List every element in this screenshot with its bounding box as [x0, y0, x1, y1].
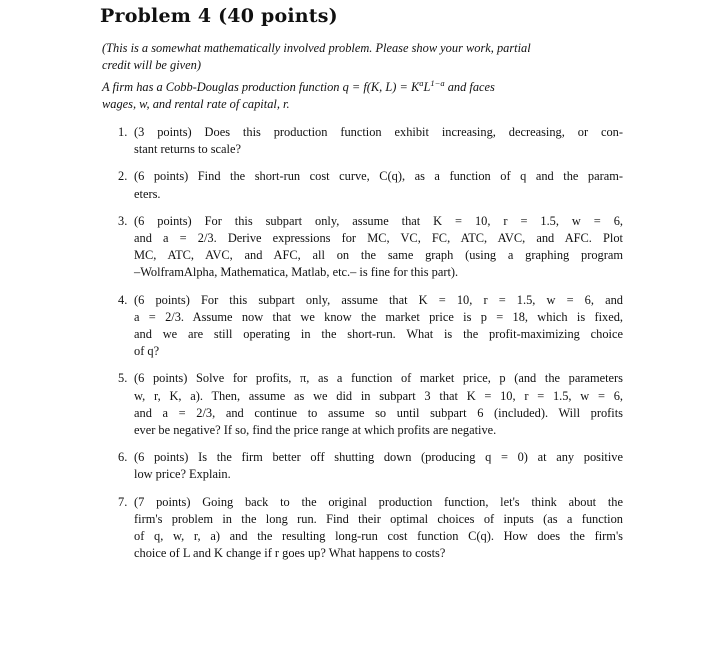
subpart-text-line: and we are still operating in the short-run. What is the profit-maximizing choice [134, 327, 623, 342]
subpart-text-line: of q? [134, 344, 160, 359]
subpart-text-line: and a = 2/3. Derive expressions for MC, VC, FC, ATC, AVC, and AFC. Plot [134, 231, 623, 246]
subpart-text-line: (6 points) Solve for profits, π, as a function of market price, p (and the parameters [134, 371, 623, 386]
subpart-text [134, 370, 623, 439]
subpart-text-line: low price? Explain. [134, 467, 231, 482]
subpart-text-line: MC, ATC, AVC, and AFC, all on the same graph (using a graphing program [134, 248, 623, 263]
subpart-text [134, 213, 623, 282]
subpart-number: 2. [118, 169, 128, 184]
subpart-text-line: (6 points) For this subpart only, assume that K = 10, r = 1.5, w = 6, and [134, 292, 623, 307]
intro-description-line: wages, w, and rental rate of capital, r. [102, 96, 290, 111]
intro-description-line [102, 75, 622, 96]
subpart-text-line: (6 points) Find the short-run cost curve, C(q), as a function of q and the param- [134, 169, 623, 184]
subpart-text-line: choice of L and K change if r goes up? What happens to costs? [134, 546, 446, 561]
intro-note-line: (This is a somewhat mathematically involved problem. Please show your work, partial [102, 41, 531, 55]
subpart-text [134, 124, 623, 158]
subpart-text-line: –WolframAlpha, Mathematica, Matlab, etc.– is fine for this part). [134, 265, 459, 280]
subpart-number: 6. [118, 450, 128, 465]
problem-intro [102, 40, 622, 113]
subpart-text-line: a = 2/3. Assume now that we know the market price is p = 18, which is fixed, [134, 309, 623, 324]
subpart-text-line: w, r, K, a). Then, assume as we did in subpart 3 that K = 10, r = 1.5, w = 6, [134, 388, 623, 403]
subpart-text [134, 494, 623, 563]
subparts-list [118, 124, 623, 562]
production-function-formula: q = f(K, L) = K [342, 79, 420, 94]
intro-desc-text: and faces [444, 79, 495, 94]
subpart-text-line: stant returns to scale? [134, 142, 242, 157]
subpart-text [134, 449, 623, 483]
subpart-item [118, 168, 623, 202]
subpart-text-line: and a = 2/3, and continue to assume so until subpart 6 (included). Will profits [134, 405, 623, 420]
subpart-text-line: (7 points) Going back to the original production function, let's think about the [134, 494, 623, 509]
intro-note-line: credit will be given) [102, 58, 201, 73]
formula-exponent-1-minus-a: 1−a [430, 77, 445, 88]
formula-labor: L [423, 79, 431, 94]
subpart-text [134, 168, 623, 202]
subpart-number: 3. [118, 213, 128, 228]
intro-desc-text: A firm has a Cobb-Douglas production function [102, 79, 343, 94]
subpart-item [118, 292, 623, 361]
subpart-item [118, 449, 623, 483]
subpart-item [118, 213, 623, 282]
subpart-text-line: firm's problem in the long run. Find their optimal choices of inputs (as a function [134, 511, 623, 526]
subpart-text [134, 292, 623, 361]
subpart-number: 7. [118, 494, 128, 509]
subpart-text-line: of q, w, r, a) and the resulting long-run cost function C(q). How does the firm's [134, 529, 623, 544]
subpart-text-line: ever be negative? If so, find the price range at which profits are negative. [134, 423, 497, 438]
subpart-item [118, 494, 623, 563]
subpart-text-line: (3 points) Does this production function exhibit increasing, decreasing, or con- [134, 125, 623, 139]
subpart-text-line: (6 points) Is the firm better off shutting down (producing q = 0) at any positive [134, 450, 623, 465]
problem-title: Problem 4 (40 points) [100, 5, 338, 27]
subpart-number: 5. [118, 371, 128, 386]
subpart-text-line: (6 points) For this subpart only, assume that K = 10, r = 1.5, w = 6, [134, 213, 623, 228]
subpart-text-line: eters. [134, 186, 161, 201]
subpart-number: 1. [118, 125, 128, 139]
subpart-item [118, 124, 623, 158]
subpart-item [118, 370, 623, 439]
subpart-number: 4. [118, 292, 128, 307]
formula-exponent-a: a [419, 77, 424, 88]
